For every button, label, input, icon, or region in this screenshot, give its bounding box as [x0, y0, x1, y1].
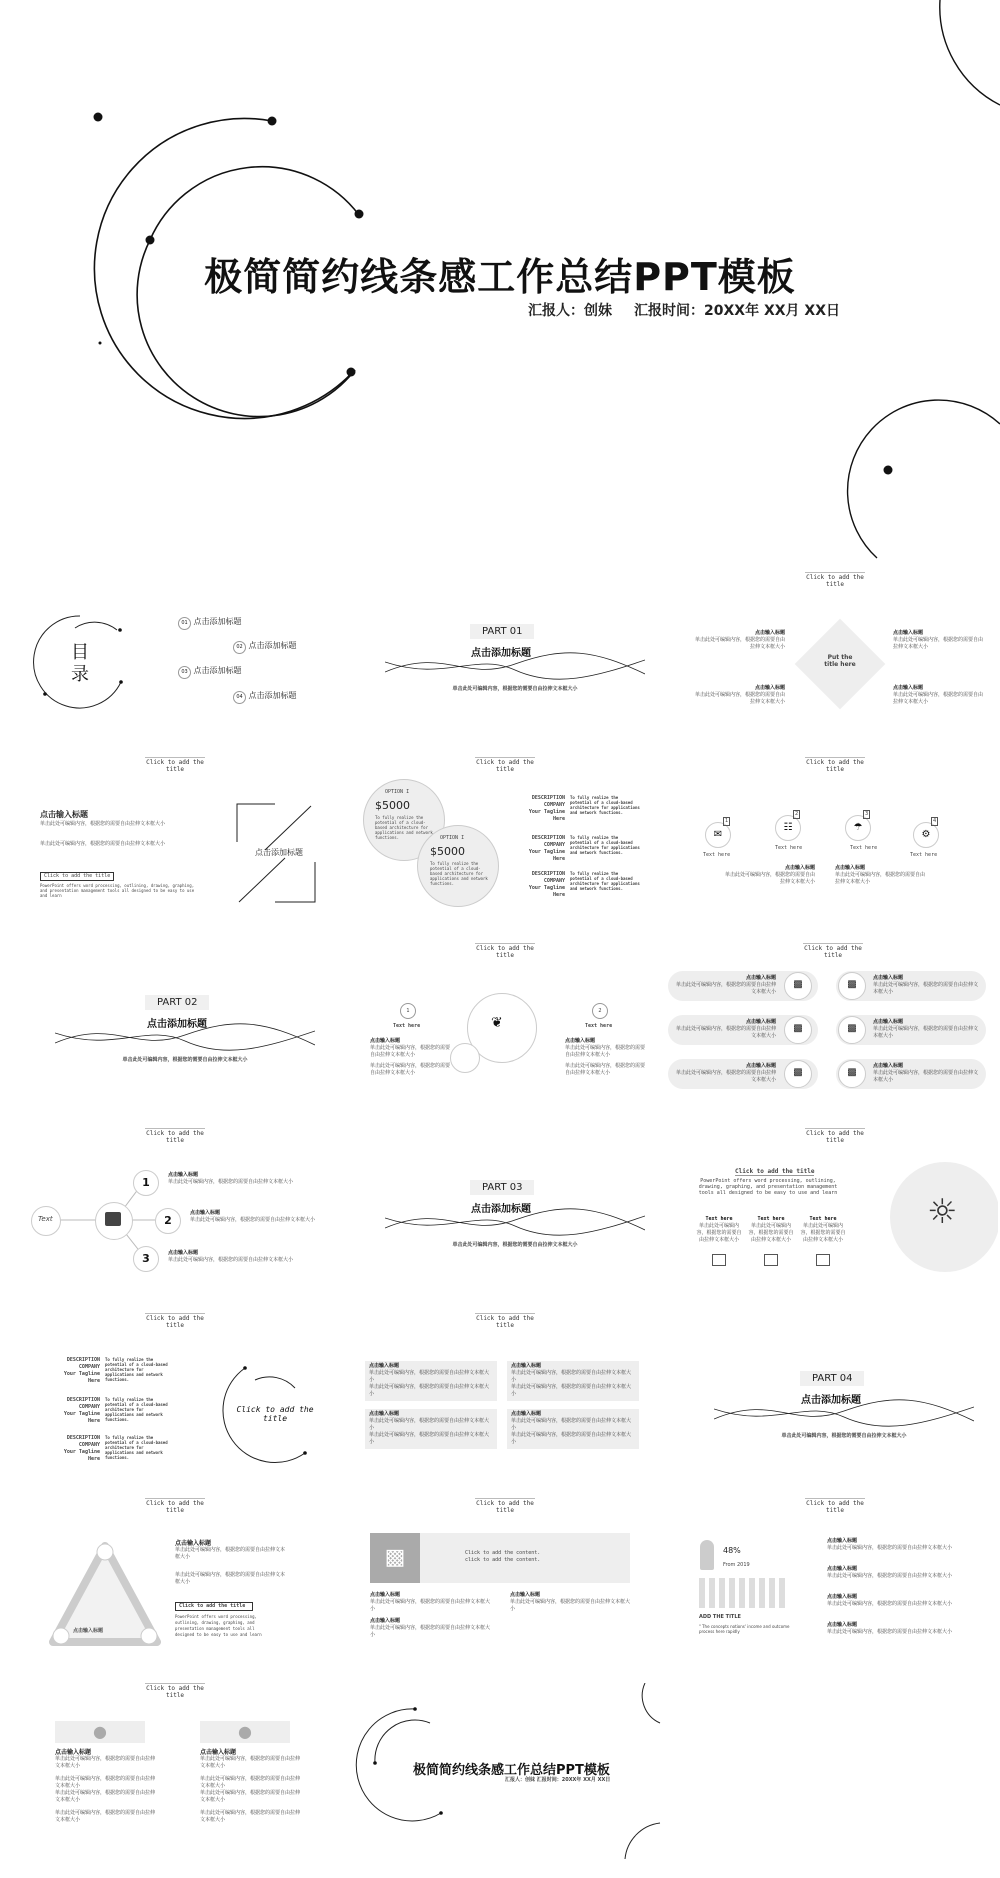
num-1: 1	[400, 1003, 416, 1019]
num-2: 2	[592, 1003, 608, 1019]
people-grid	[699, 1578, 789, 1608]
option-desc-2: To fully realize the potential of a cloud-based architecture for applications and network functions.	[430, 861, 488, 886]
part-title: 点击添加标题	[147, 1019, 207, 1030]
part-body: 单击此处可编辑内容，根据您的需要自由拉伸文本框大小	[122, 1057, 248, 1063]
num-circle-3: 3	[133, 1246, 159, 1272]
diamond-item-tr: 点击输入标题 单击此处可编辑内容，根据您的需要自由拉伸文本框大小	[893, 630, 984, 650]
slide-hub[interactable]	[25, 1128, 343, 1304]
lightbulb-icon: ☼	[927, 1192, 958, 1232]
slide-four-icons[interactable]	[685, 757, 1000, 933]
desc-row-3: DESCRIPTION COMPANY Your Tagline Here	[528, 871, 565, 898]
cover-dot	[99, 342, 102, 345]
num-circle-1: 1	[133, 1170, 159, 1196]
slide-desc-circle[interactable]	[25, 1313, 343, 1489]
stats-item: 点击输入标题 单击此处可编辑内容，根据您的需要自由拉伸文本框大小	[827, 1622, 953, 1635]
wave-deco	[55, 1023, 315, 1053]
slide-profiles[interactable]	[25, 1683, 343, 1859]
desc-row-1: DESCRIPTION COMPANY Your Tagline Here	[528, 795, 565, 822]
mini-button[interactable]	[712, 1254, 726, 1266]
slide-leaf[interactable]	[355, 943, 673, 1119]
toc-item-1[interactable]: 01 点击添加标题	[178, 616, 242, 630]
text-here: Text here	[775, 845, 803, 851]
bulb-title: Click to add the title	[735, 1168, 815, 1175]
toc-label: 目录	[71, 642, 89, 685]
profile-photo: ●	[55, 1721, 145, 1743]
stats-item: 点击输入标题 单击此处可编辑内容，根据您的需要自由拉伸文本框大小	[827, 1594, 953, 1607]
part-body: 单击此处可编辑内容，根据您的需要自由拉伸文本框大小	[452, 686, 578, 692]
hub-item-1: 点击输入标题 单击此处可编辑内容，根据您的需要自由拉伸文本框大小	[168, 1172, 294, 1185]
desc-text-a: To fully realize the potential of a cloud-based architecture for applications and network functions.	[105, 1357, 168, 1382]
stat-from: From 2019	[723, 1562, 750, 1568]
slide-tag: Click to add the title	[146, 1315, 204, 1329]
cover-report-time: 汇报时间：20XX年 XX月 XX日	[634, 303, 840, 319]
number-badge: 2	[795, 811, 799, 817]
desc-row-a: DESCRIPTION COMPANY Your Tagline Here	[63, 1357, 100, 1384]
bulb-col-3: Text here 单击此处可编辑内容，根据您的需要自由拉伸文本框大小	[800, 1216, 846, 1243]
text-label: Text	[38, 1215, 53, 1223]
bulb-col-1: Text here 单击此处可编辑内容，根据您的需要自由拉伸文本框大小	[696, 1216, 742, 1243]
chart-icon: ▩	[784, 972, 812, 1000]
desc-text-b: To fully realize the potential of a cloud-based architecture for applications and network functions.	[105, 1397, 168, 1422]
leaf-item-left: 点击输入标题 单击此处可编辑内容，根据您的需要自由拉伸文本框大小 单击此处可编辑内容，根据您的需要自由拉伸文本框大小	[370, 1038, 451, 1076]
number-badge: 4	[933, 818, 937, 824]
item-title: 点击输入标题	[40, 810, 88, 819]
inline-title-box: Click to add the title	[40, 872, 114, 881]
profile-photo: ●	[200, 1721, 290, 1743]
chart-icon: ▩	[838, 972, 866, 1000]
slide-triangle[interactable]	[25, 1498, 343, 1674]
slide-bulb[interactable]	[685, 1128, 998, 1304]
leaf-item-right: 点击输入标题 单击此处可编辑内容，根据您的需要自由拉伸文本框大小 单击此处可编辑内容，根据您的需要自由拉伸文本框大小	[565, 1038, 646, 1076]
slide-four-boxes[interactable]	[355, 1313, 673, 1489]
tri-item-2: 单击此处可编辑内容，根据您的需要自由拉伸文本框大小	[175, 1572, 286, 1585]
pill-text: 点击输入标题 单击此处可编辑内容，根据您的需要自由拉伸文本框大小	[873, 1019, 979, 1039]
slide-tag: Click to add the title	[146, 1130, 204, 1144]
slide-tag: Click to add the title	[804, 945, 862, 959]
profile-left: 点击输入标题 单击此处可编辑内容，根据您的需要自由拉伸文本框大小 单击此处可编辑内容，根据您的需要自由拉伸文本框大小 单击此处可编辑内容，根据您的需要自由拉伸文本框大小 单击此处可编辑内容，根据您的需要自由拉伸文本框大小	[55, 1749, 156, 1823]
banner-item: 点击输入标题 单击此处可编辑内容，根据您的需要自由拉伸文本框大小	[370, 1592, 491, 1612]
stats-item: 点击输入标题 单击此处可编辑内容，根据您的需要自由拉伸文本框大小	[827, 1566, 953, 1579]
click-add-title-circle: Click to add the title	[236, 1405, 314, 1423]
toc-item-4[interactable]: 04 点击添加标题	[233, 690, 297, 704]
banner-icon-box: ▩	[370, 1533, 420, 1583]
slide-toc[interactable]	[25, 572, 343, 748]
option-label: OPTION I	[385, 789, 410, 795]
toc-item-3[interactable]: 03 点击添加标题	[178, 665, 242, 679]
slide-tag: Click to add the title	[146, 1500, 204, 1514]
chart-icon: ▩	[838, 1060, 866, 1088]
slide-tag: Click to add the title	[146, 759, 204, 773]
closing-sub: 汇报人：创妹 汇报时间：20XX年 XX月 XX日	[505, 1777, 611, 1783]
desc-text-c: To fully realize the potential of a cloud-based architecture for applications and network functions.	[105, 1435, 168, 1460]
powerpoint-blurb: PowerPoint offers word processing, outlining, drawing, graphing, and presentation management tools all designed to be easy to use and learn	[40, 883, 195, 898]
bulb-col-2: Text here 单击此处可编辑内容，根据您的需要自由拉伸文本框大小	[748, 1216, 794, 1243]
diamond-item-bl: 点击输入标题 单击此处可编辑内容，根据您的需要自由拉伸文本框大小	[695, 685, 786, 705]
desc-text-1: To fully realize the potential of a cloud-based architecture for applications and network functions.	[570, 795, 640, 815]
number-badge: 1	[725, 818, 729, 824]
mini-button[interactable]	[764, 1254, 778, 1266]
slide-tag: Click to add the title	[476, 1315, 534, 1329]
triangle-deco	[45, 1538, 165, 1658]
option-label-2: OPTION I	[440, 835, 465, 841]
num-circle-2: 2	[155, 1208, 181, 1234]
slide-options[interactable]	[355, 757, 673, 933]
box-text: 点击输入标题 单击此处可编辑内容，根据您的需要自由拉伸文本框大小 单击此处可编辑内容，根据您的需要自由拉伸文本框大小	[511, 1411, 632, 1445]
leaf-icon: ❦	[491, 1015, 503, 1031]
diamond-text: Put the title here	[824, 654, 856, 668]
inline-title-box: Click to add the title	[175, 1602, 253, 1611]
slide-diamond[interactable]	[685, 572, 1000, 748]
slide-content-banner[interactable]	[355, 1498, 673, 1674]
part-body: 单击此处可编辑内容，根据您的需要自由拉伸文本框大小	[452, 1242, 578, 1248]
slide-tag: Click to add the title	[806, 574, 864, 588]
slide-tag: Click to add the title	[806, 759, 864, 773]
slide-tag: Click to add the title	[146, 1685, 204, 1699]
slide-part-04[interactable]	[700, 1313, 998, 1489]
option-price: $5000	[375, 799, 410, 812]
box-text: 点击输入标题 单击此处可编辑内容，根据您的需要自由拉伸文本框大小 单击此处可编辑内容，根据您的需要自由拉伸文本框大小	[369, 1363, 490, 1397]
slide-tag: Click to add the title	[476, 759, 534, 773]
cover-title: 极简简约线条感工作总结PPT模板	[204, 255, 796, 299]
part-label: PART 03	[470, 1180, 534, 1195]
bulb-blurb: PowerPoint offers word processing, outlining, drawing, graphing, and presentation management tools all designed to be easy to use and learn	[698, 1178, 838, 1196]
wave-deco	[385, 652, 645, 682]
slide-tag: Click to add the title	[806, 1130, 864, 1144]
cover-dot	[268, 117, 277, 126]
cover-dot	[146, 236, 155, 245]
pill-text: 点击输入标题 单击此处可编辑内容，根据您的需要自由拉伸文本框大小	[676, 1063, 777, 1083]
pill-text: 点击输入标题 单击此处可编辑内容，根据您的需要自由拉伸文本框大小	[676, 975, 777, 995]
part-body: 单击此处可编辑内容，根据您的需要自由拉伸文本框大小	[781, 1433, 907, 1439]
profile-right: 点击输入标题 单击此处可编辑内容，根据您的需要自由拉伸文本框大小 单击此处可编辑内容，根据您的需要自由拉伸文本框大小 单击此处可编辑内容，根据您的需要自由拉伸文本框大小 单击此处可编辑内容，根据您的需要自由拉伸文本框大小	[200, 1749, 301, 1823]
chart-icon: ▩	[784, 1060, 812, 1088]
banner-content: Click to add the content. click to add the content.	[465, 1550, 541, 1563]
cover-reporter: 汇报人：创妹	[528, 303, 612, 319]
stat-quote: " The concepts notions' income and outcome process here rapidly	[699, 1624, 790, 1634]
icons-item-left: 点击输入标题 单击此处可编辑内容，根据您的需要自由拉伸文本框大小	[725, 865, 816, 885]
mini-button[interactable]	[816, 1254, 830, 1266]
box-text: 点击输入标题 单击此处可编辑内容，根据您的需要自由拉伸文本框大小 单击此处可编辑内容，根据您的需要自由拉伸文本框大小	[369, 1411, 490, 1445]
stat-title: ADD THE TITLE	[699, 1614, 741, 1620]
toc-item-2[interactable]: 02 点击添加标题	[233, 640, 297, 654]
text-here: Text here	[910, 852, 938, 858]
cover-dot	[884, 466, 893, 475]
stat-percent: 48%	[723, 1546, 741, 1555]
desc-row-b: DESCRIPTION COMPANY Your Tagline Here	[63, 1397, 100, 1424]
chat-icon: ✉	[705, 822, 731, 848]
part-title: 点击添加标题	[471, 648, 531, 659]
tri-item-1: 点击输入标题 单击此处可编辑内容，根据您的需要自由拉伸文本框大小	[175, 1540, 286, 1560]
text-here: Text here	[585, 1023, 613, 1029]
pill-text: 点击输入标题 单击此处可编辑内容，根据您的需要自由拉伸文本框大小	[676, 1019, 777, 1039]
wave-deco	[385, 1208, 645, 1238]
stats-item: 点击输入标题 单击此处可编辑内容，根据您的需要自由拉伸文本框大小	[827, 1538, 953, 1551]
hub-item-3: 点击输入标题 单击此处可编辑内容，根据您的需要自由拉伸文本框大小	[168, 1250, 294, 1263]
slide-part-01[interactable]	[355, 572, 673, 748]
cover-dot	[94, 113, 103, 122]
banner-item: 点击输入标题 单击此处可编辑内容，根据您的需要自由拉伸文本框大小	[370, 1618, 491, 1638]
pill-text: 点击输入标题 单击此处可编辑内容，根据您的需要自由拉伸文本框大小	[873, 975, 979, 995]
part-label: PART 01	[470, 624, 534, 639]
item-body-2: 单击此处可编辑内容，根据您的需要自由拉伸文本框大小	[40, 841, 166, 847]
chart-icon: ▩	[838, 1016, 866, 1044]
powerpoint-blurb: PowerPoint offers word processing, outlining, drawing, graphing, and presentation management tools all designed to be easy to use and learn	[175, 1614, 262, 1637]
slide-pills[interactable]	[668, 943, 998, 1119]
cover-arc-topright	[940, 0, 1000, 105]
wave-deco	[714, 1399, 974, 1429]
part-label: PART 04	[800, 1371, 864, 1386]
number-badge: 3	[865, 811, 869, 817]
text-here: Text here	[850, 845, 878, 851]
slide-part-03[interactable]	[355, 1128, 673, 1304]
diamond-item-br: 点击输入标题 单击此处可编辑内容，根据您的需要自由拉伸文本框大小	[893, 685, 984, 705]
desc-text-3: To fully realize the potential of a cloud-based architecture for applications and network functions.	[570, 871, 640, 891]
part-label: PART 02	[145, 995, 209, 1010]
chart-icon: ▩	[784, 1016, 812, 1044]
person-icon	[700, 1540, 714, 1570]
cover-slide	[0, 0, 1000, 560]
umbrella-icon: ☂	[845, 815, 871, 841]
desc-row-c: DESCRIPTION COMPANY Your Tagline Here	[63, 1435, 100, 1462]
banner-item: 点击输入标题 单击此处可编辑内容，根据您的需要自由拉伸文本框大小	[510, 1592, 631, 1612]
part-title: 点击添加标题	[471, 1204, 531, 1215]
frame-title: 点击添加标题	[255, 848, 303, 857]
user-card-icon	[105, 1212, 121, 1226]
cover-dot	[355, 210, 364, 219]
small-circle	[450, 1043, 480, 1073]
slide-tag: Click to add the title	[806, 1500, 864, 1514]
slide-tag: Click to add the title	[476, 945, 534, 959]
slide-part-02[interactable]	[25, 943, 343, 1119]
desc-text-2: To fully realize the potential of a cloud-based architecture for applications and network functions.	[570, 835, 640, 855]
diamond-item-tl: 点击输入标题 单击此处可编辑内容，根据您的需要自由拉伸文本框大小	[695, 630, 786, 650]
icons-item-right: 点击输入标题 单击此处可编辑内容，根据您的需要自由拉伸文本框大小	[835, 865, 926, 885]
cover-arc-inner	[150, 167, 359, 240]
network-icon: ☷	[775, 815, 801, 841]
closing-title: 极简简约线条感工作总结PPT模板	[413, 1763, 610, 1778]
text-here: Text here	[393, 1023, 421, 1029]
slide-frame-title[interactable]	[25, 757, 343, 933]
part-title: 点击添加标题	[801, 1395, 861, 1406]
box-text: 点击输入标题 单击此处可编辑内容，根据您的需要自由拉伸文本框大小 单击此处可编辑内容，根据您的需要自由拉伸文本框大小	[511, 1363, 632, 1397]
desc-row-2: DESCRIPTION COMPANY Your Tagline Here	[528, 835, 565, 862]
text-here: Text here	[703, 852, 731, 858]
cover-dot	[347, 368, 356, 377]
slide-tag: Click to add the title	[476, 1500, 534, 1514]
option-desc: To fully realize the potential of a cloud-based architecture for applications and network functions.	[375, 815, 433, 840]
pill-text: 点击输入标题 单击此处可编辑内容，根据您的需要自由拉伸文本框大小	[873, 1063, 979, 1083]
hub-item-2: 点击输入标题 单击此处可编辑内容，根据您的需要自由拉伸文本框大小	[190, 1210, 316, 1223]
gear-icon: ⚙	[913, 822, 939, 848]
triangle-label: 点击输入标题	[73, 1628, 104, 1634]
slide-closing[interactable]	[355, 1683, 685, 1859]
cover-arc-right	[848, 400, 1000, 558]
option-price-2: $5000	[430, 845, 465, 858]
slide-people-stats[interactable]	[685, 1498, 1000, 1674]
item-body: 单击此处可编辑内容，根据您的需要自由拉伸文本框大小	[40, 821, 166, 827]
